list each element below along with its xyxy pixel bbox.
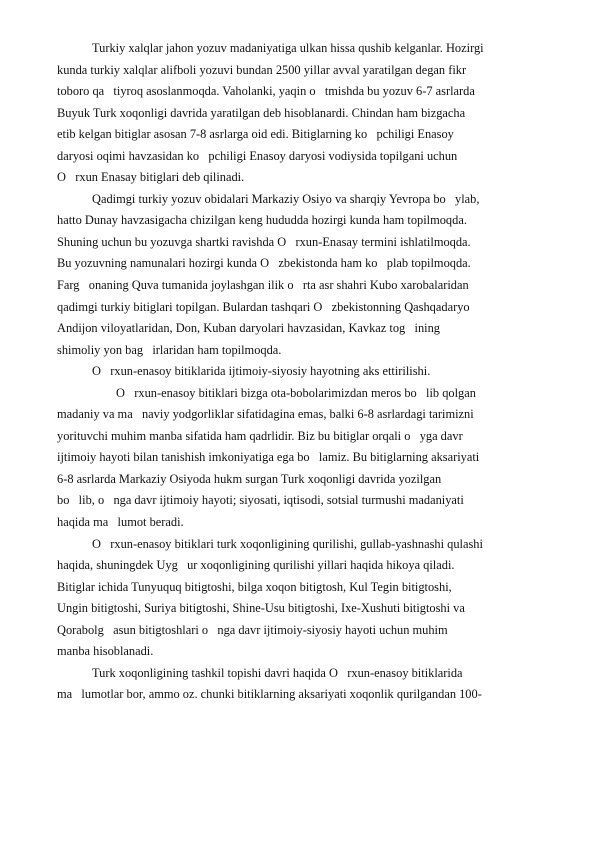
text-line: daryosi oqimi havzasidan ko pchiligi Enasoy daryosi vodiysida topilgani uchun (57, 148, 458, 163)
text-line: Buyuk Turk xoqonligi davrida yaratilgan deb hisoblanardi. Chindan ham bizgacha (57, 105, 466, 120)
text-line: O rxun Enasay bitiglari deb qilinadi. (57, 170, 245, 185)
text-line: shimoliy yon bag irlaridan ham topilmoqda. (57, 342, 282, 357)
text-line: O rxun-enasoy bitiklari turk xoqonligining qurilishi, gullab-yashnashi qulashi (92, 536, 483, 551)
text-line: 6-8 asrlarda Markaziy Osiyoda hukm surgan Turk xoqonligi davrida yozilgan (57, 471, 442, 486)
text-line: Turkiy xalqlar jahon yozuv madaniyatiga ulkan hissa qushib kelganlar. Hozirgi (92, 41, 484, 55)
text-line: Qorabolg asun bitigtoshlari o nga davr ijtimoiy-siyosiy hayoti uchun muhim (57, 622, 448, 637)
text-line: haqida, shuningdek Uyg ur xoqonligining qurilishi yillari haqida hikoya qiladi. (57, 558, 455, 573)
text-line: madaniy va ma naviy yodgorliklar sifatidagina emas, balki 6-8 asrlardagi tarimizni (57, 407, 474, 422)
text-line: haqida ma lumot beradi. (57, 515, 184, 530)
text-line: Shuning uchun bu yozuvga shartki ravishda O rxun-Enasay termini ishlatilmoqda. (57, 234, 471, 249)
text-line: etib kelgan bitiglar asosan 7-8 asrlarga oid edi. Bitiglarning ko pchiligi Enasoy (57, 127, 454, 142)
text-line: manba hisoblanadi. (57, 644, 154, 659)
text-line: Bu yozuvning namunalari hozirgi kunda O zbekistonda ham ko plab topilmoqda. (57, 256, 471, 271)
text-line: ijtimoiy hayoti bilan tanishish imkoniyatiga ega bo lamiz. Bu bitiglarning aksariyati (57, 450, 480, 465)
text-line: Ungin bitigtoshi, Suriya bitigtoshi, Shine-Usu bitigtoshi, Ixe-Xushuti bitigtoshi va (57, 601, 465, 616)
text-line: Turk xoqonligining tashkil topishi davri haqida O rxun-enasoy bitiklarida (92, 665, 463, 680)
text-line: O rxun-enasoy bitiklari bizga ota-bobolarimizdan meros bo lib qolgan (116, 385, 476, 400)
text-line: toboro qa tiyroq asoslanmoqda. Vaholanki, yaqin o tmishda bu yozuv 6-7 asrlarda (57, 84, 475, 99)
text-line: Andijon viloyatlaridan, Don, Kuban daryolari havzasidan, Kavkaz tog ining (57, 321, 440, 336)
document-body-text (57, 38, 541, 706)
text-line: Qadimgi turkiy yozuv obidalari Markaziy Osiyo va sharqiy Yevropa bo ylab, (92, 191, 480, 206)
text-line: Bitiglar ichida Tunyuquq bitigtoshi, bilga xoqon bitigtosh, Kul Tegin bitigtoshi, (57, 579, 452, 594)
text-line: bo lib, o nga davr ijtimoiy hayoti; siyosati, iqtisodi, sotsial turmushi madaniyati (57, 493, 464, 508)
text-line: O rxun-enasoy bitiklarida ijtimoiy-siyosiy hayotning aks ettirilishi. (92, 364, 431, 379)
text-line: yorituvchi muhim manba sifatida ham qadrlidir. Biz bu bitiglar orqali o yga davr (57, 428, 463, 443)
text-line: Farg onaning Quva tumanida joylashgan ilik o rta asr shahri Kubo xarobalaridan (57, 278, 469, 293)
text-line: qadimgi turkiy bitiglari topilgan. Bulardan tashqari O zbekistonning Qashqadaryo (57, 299, 470, 314)
text-line: hatto Dunay havzasigacha chizilgan keng hududda hozirgi kunda ham topilmoqda. (57, 213, 467, 228)
text-line: ma lumotlar bor, ammo oz. chunki bitiklarning aksariyati xoqonlik qurilgandan 100- (57, 687, 482, 702)
text-line: kunda turkiy xalqlar alifboli yozuvi bundan 2500 yillar avval yaratilgan degan fikr (57, 62, 467, 77)
